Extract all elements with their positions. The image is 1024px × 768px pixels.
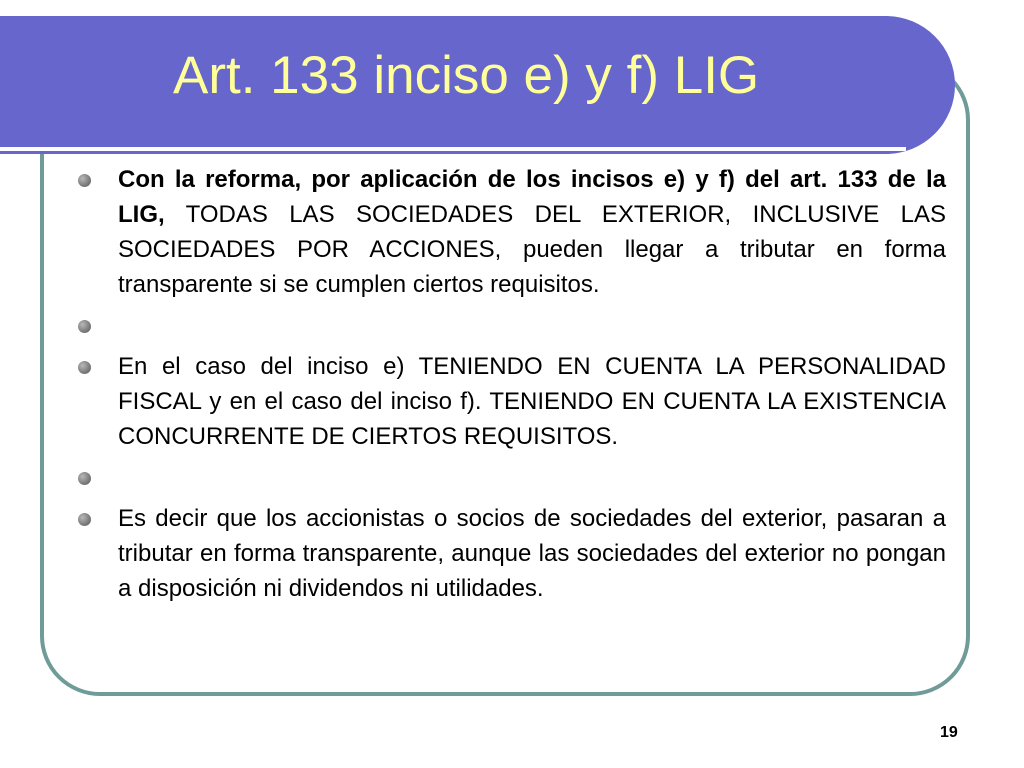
bullet-item-2	[78, 308, 946, 343]
bullet-icon	[78, 361, 91, 374]
bullet-item-3	[78, 349, 946, 454]
bullet-5-text: Es decir que los accionistas o socios de sociedades del exterior, pasaran a tributar en forma transparente, aunque las sociedades del exterior no pongan a disposición ni dividendos ni utilidades.	[118, 505, 946, 602]
bullet-icon	[78, 472, 91, 485]
slide-title: Art. 133 inciso e) y f) LIG	[173, 46, 760, 105]
bullet-item-5	[78, 501, 946, 606]
bullet-1-text: TODAS LAS SOCIEDADES DEL EXTERIOR, INCLUSIVE LAS SOCIEDADES POR ACCIONES, pueden llegar a tributar en forma transparente si se cumplen ciertos requisitos.	[118, 201, 946, 298]
title-underline	[0, 147, 906, 151]
bullet-item-1	[78, 162, 946, 302]
bullet-list	[78, 162, 946, 606]
bullet-icon	[78, 174, 91, 187]
bullet-1-bold-text: Con la reforma, por aplicación de los incisos e) y f) del art. 133 de la LIG,	[118, 166, 946, 228]
bullet-item-4	[78, 460, 946, 495]
bullet-3-text: En el caso del inciso e) TENIENDO EN CUENTA LA PERSONALIDAD FISCAL y en el caso del inciso f). TENIENDO EN CUENTA LA EXISTENCIA CONCURRENTE DE CIERTOS REQUISITOS.	[118, 353, 946, 450]
slide-number: 19	[940, 724, 958, 741]
bullet-icon	[78, 320, 91, 333]
bullet-icon	[78, 513, 91, 526]
